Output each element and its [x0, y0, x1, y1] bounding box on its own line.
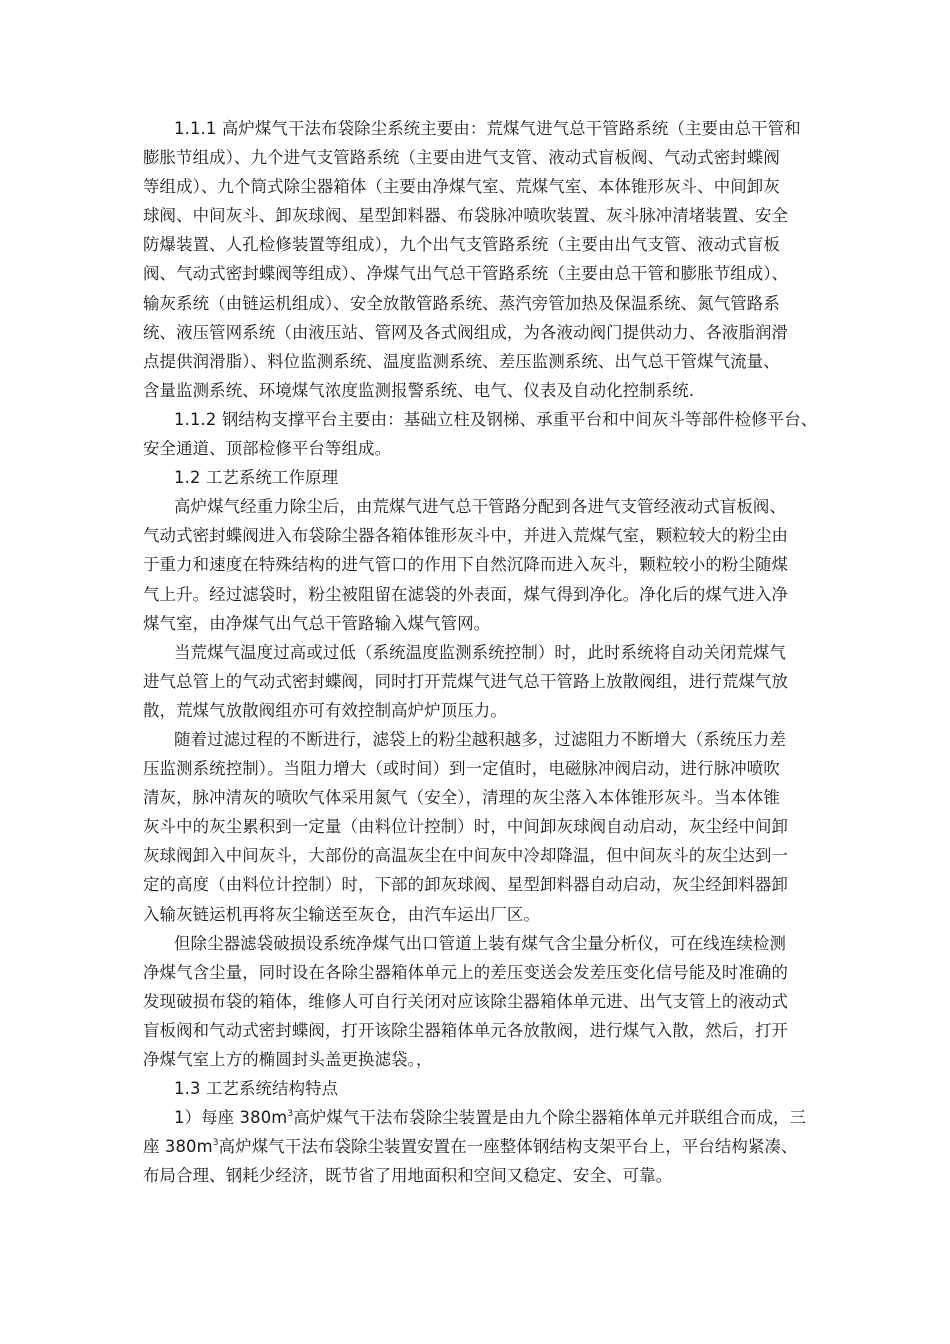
text-line: 点提供润滑脂）、料位监测系统、温度监测系统、差压监测系统、出气总干管煤气流量、 — [143, 351, 780, 371]
text-line: 高炉煤气经重力除尘后，由荒煤气进气总干管路分配到各进气支管经液动式盲板阀、 — [174, 497, 787, 517]
text-line: 清灰，脉冲清灰的喷吹气体采用氮气（安全），清理的灰尘落入本体锥形灰斗。当本体锥 — [143, 788, 780, 808]
paragraph-temperature-control — [143, 638, 810, 725]
text-line: 煤气室，由净煤气出气总干管路输入煤气管网。 — [143, 613, 491, 633]
text-run: 1）每座 380m — [174, 1108, 288, 1128]
paragraph-filter-cleaning — [143, 725, 810, 929]
text-line: 盲板阀和气动式密封蝶阀，打开该除尘器箱体单元各放散阀，进行煤气入散，然后，打开 — [143, 1020, 789, 1040]
superscript: 3 — [212, 1138, 219, 1149]
text-line: 定的高度（由料位计控制）时，下部的卸灰球阀、星型卸料器自动启动，灰尘经卸料器卸 — [143, 875, 789, 895]
text-line: 阀、气动式密封蝶阀等组成）、净煤气出气总干管路系统（主要由总干管和膨胀节组成）、 — [143, 264, 789, 284]
text-line: 随着过滤过程的不断进行，滤袋上的粉尘越积越多，过滤阻力不断增大（系统压力差 — [174, 729, 787, 749]
text-line: 等组成）、九个筒式除尘器箱体（主要由净煤气室、荒煤气室、本体锥形灰斗、中间卸灰 — [143, 177, 780, 197]
text-line: 当荒煤气温度过高或过低（系统温度监测系统控制）时，此时系统将自动关闭荒煤气 — [174, 642, 787, 662]
text-line: 入输灰链运机再将灰尘输送至灰仓，由汽车运出厂区。 — [143, 904, 540, 924]
text-line: 灰斗中的灰尘累积到一定量（由料位计控制）时，中间卸灰球阀自动启动，灰尘经中间卸 — [143, 817, 789, 837]
text-line: 于重力和速度在特殊结构的进气管口的作用下自然沉降而进入灰斗，颗粒较小的粉尘随煤 — [143, 555, 789, 575]
text-line: 净煤气室上方的椭圆封头盖更换滤袋。， — [143, 1050, 433, 1069]
text-line: 气动式密封蝶阀进入布袋除尘器各箱体锥形灰斗中，并进入荒煤气室，颗粒较大的粉尘由 — [143, 526, 789, 546]
text-run: 高炉煤气干法布袋除尘装置是由九个除尘器箱体单元并联组合而成，三 — [293, 1108, 807, 1128]
paragraph-bag-breakage — [143, 929, 810, 1074]
superscript: 3 — [287, 1109, 294, 1120]
text-line: 膨胀节组成）、九个进气支管路系统（主要由进气支管、液动式盲板阀、气动式密封蝶阀 — [143, 148, 780, 168]
text-line — [143, 1103, 810, 1132]
text-line: 灰球阀卸入中间灰斗，大部份的高温灰尘在中间灰中冷却降温，但中间灰斗的灰尘达到一 — [143, 846, 789, 866]
text-line: 净煤气含尘量，同时设在各除尘器箱体单元上的差压变送会发差压变化信号能及时准确的 — [143, 962, 789, 982]
text-line: 发现破损布袋的箱体，维修人可自行关闭对应该除尘器箱体单元进、出气支管上的液动式 — [143, 991, 789, 1011]
section-heading-1-2: 1.2 工艺系统工作原理 — [174, 468, 339, 488]
paragraph-working-principle — [143, 492, 810, 637]
paragraph-1-1-1 — [143, 114, 810, 405]
text-line: 球阀、中间灰斗、卸灰球阀、星型卸料器、布袋脉冲喷吹装置、灰斗脉冲清堵装置、安全 — [143, 206, 789, 226]
section-heading-1-3: 1.3 工艺系统结构特点 — [174, 1079, 339, 1099]
text-run: 座 380m — [143, 1137, 213, 1157]
text-line: 含量监测系统、环境煤气浓度监测报警系统、电气、仪表及自动化控制系统. — [143, 380, 695, 400]
text-line: 统、液压管网系统（由液压站、管网及各式阀组成，为各液动阀门提供动力、各液脂润滑 — [143, 322, 789, 342]
text-line: 防爆装置、人孔检修装置等组成），九个出气支管路系统（主要由出气支管、液动式盲板 — [143, 235, 780, 255]
text-line — [143, 1132, 810, 1161]
text-run: 高炉煤气干法布袋除尘装置安置在一座整体钢结构支架平台上，平台结构紧凑、 — [218, 1137, 798, 1157]
text-line: 安全通道、顶部检修平台等组成。 — [143, 439, 392, 459]
text-line: 但除尘器滤袋破损设系统净煤气出口管道上装有煤气含尘量分析仪，可在线连续检测 — [174, 933, 787, 953]
text-line: 1.1.1 高炉煤气干法布袋除尘系统主要由：荒煤气进气总干管路系统（主要由总干管和 — [174, 119, 801, 138]
text-line: 输灰系统（由链运机组成）、安全放散管路系统、蒸汽旁管加热及保温系统、氮气管路系 — [143, 293, 780, 313]
text-line: 压监测系统控制）。当阻力增大（或时间）到一定值时，电磁脉冲阀启动，进行脉冲喷吹 — [143, 759, 780, 779]
paragraph-1-1-2 — [143, 405, 818, 463]
text-line: 布局合理、钢耗少经济，既节省了用地面积和空间又稳定、安全、可靠。 — [143, 1166, 673, 1186]
text-line: 散，荒煤气放散阀组亦可有效控制高炉炉顶压力。 — [143, 700, 507, 720]
text-line: 气上升。经过滤袋时，粉尘被阻留在滤袋的外表面，煤气得到净化。净化后的煤气进入净 — [143, 584, 789, 604]
text-line: 进气总管上的气动式密封蝶阀，同时打开荒煤气进气总干管路上放散阀组，进行荒煤气放 — [143, 671, 789, 691]
paragraph-structure-features — [143, 1103, 810, 1190]
text-line: 1.1.2 钢结构支撑平台主要由：基础立柱及钢梯、承重平台和中间灰斗等部件检修平台、 — [174, 409, 818, 429]
